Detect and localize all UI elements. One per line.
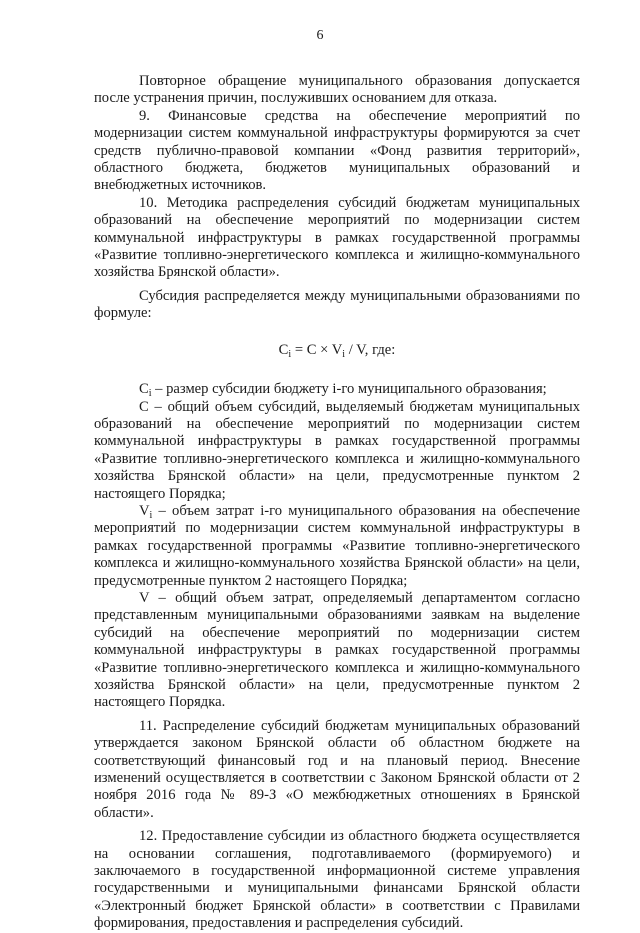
formula-ci-subscript: i bbox=[288, 348, 292, 360]
formula-tail: / V, где: bbox=[345, 341, 396, 358]
page-number: 6 bbox=[316, 28, 324, 43]
definition-ci bbox=[94, 381, 580, 398]
paragraph-12: 12. Предоставление субсидии из областного бюджета осуществляется на основании соглашения, подготавливаемого (формируемого) и заключаемого в государственной информационной системе управления государственными и муниципальными финансами Брянской области «Электронный бюджет Брянской области» в соответствии с Правилами формирования, предоставления и распределения субсидий. bbox=[94, 828, 580, 932]
formula-ci-letter: C bbox=[278, 341, 289, 358]
formula-vi-subscript: i bbox=[342, 348, 346, 360]
ci-definition-text: – размер субсидии бюджету i-го муниципального образования; bbox=[151, 381, 547, 398]
definition-c: С – общий объем субсидий, выделяемый бюджетам муниципальных образований на обеспечение мероприятий по модернизации систем коммунальной инфраструктуры в рамках государственной программы «Развитие топливно-энергетического комплекса и жилищно-коммунального хозяйства Брянской области» на цели, предусмотренные пунктом 2 настоящего Порядка; bbox=[94, 398, 580, 502]
ci-letter: C bbox=[139, 381, 149, 398]
vi-subscript: i bbox=[149, 509, 153, 521]
document-body bbox=[94, 73, 580, 933]
paragraph-11: 11. Распределение субсидий бюджетам муниципальных образований утверждается законом Брянской области об областном бюджете на соответствующий финансовый год и на плановый период. Внесение изменений осуществляется в соответствии с Законом Брянской области от 2 ноября 2016 года № 89-З «О межбюджетных отношениях в Брянской области». bbox=[94, 717, 580, 821]
paragraph-resubmission: Повторное обращение муниципального образования допускается после устранения причин, послуживших основанием для отказа. bbox=[94, 73, 580, 107]
paragraph-10: 10. Методика распределения субсидий бюджетам муниципальных образований на обеспечение мероприятий по модернизации систем коммунальной инфраструктуры в рамках государственной программы «Развитие топливно-энергетического комплекса и жилищно-коммунального хозяйства Брянской области». bbox=[94, 194, 580, 281]
vi-definition-text: – объем затрат i-го муниципального образования на обеспечение мероприятий по модернизации систем коммунальной инфраструктуры в рамках государственной программы «Развитие топливно-энергетического комплекса и жилищно-коммунального хозяйства Брянской области» на цели, предусмотренные пунктом 2 настоящего Порядка; bbox=[94, 502, 580, 589]
definition-v: V – общий объем затрат, определяемый департаментом согласно представленным муниципальными образованиями заявкам на выделение субсидий на обеспечение мероприятий по модернизации систем коммунальной инфраструктуры в рамках государственной программы «Развитие топливно-энергетического комплекса и жилищно-коммунального хозяйства Брянской области» на цели, предусмотренные пунктом 2 настоящего Порядка. bbox=[94, 589, 580, 711]
subsidy-formula bbox=[94, 342, 580, 359]
formula-middle: = C × V bbox=[291, 341, 343, 358]
paragraph-9: 9. Финансовые средства на обеспечение мероприятий по модернизации систем коммунальной инфраструктуры формируются за счет средств публично-правовой компании «Фонд развития территорий», областного бюджета, бюджетов муниципальных образований и внебюджетных источников. bbox=[94, 107, 580, 194]
paragraph-formula-intro: Субсидия распределяется между муниципальными образованиями по формуле: bbox=[94, 287, 580, 322]
definition-vi bbox=[94, 503, 580, 590]
vi-letter: V bbox=[139, 502, 150, 519]
ci-subscript: i bbox=[148, 388, 152, 400]
